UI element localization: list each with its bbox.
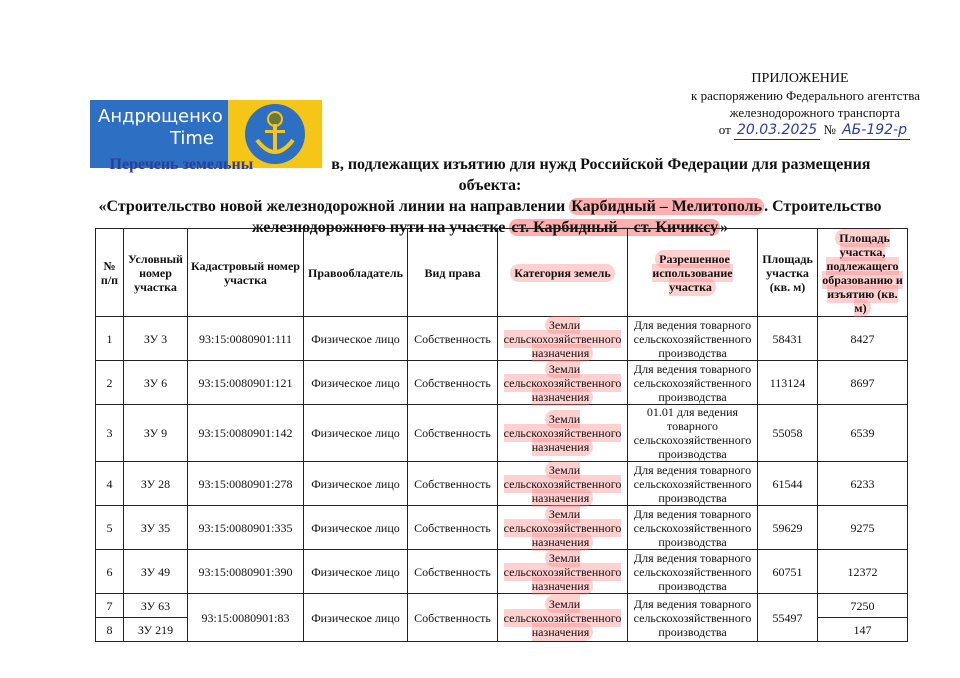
cell-area: 58431	[758, 317, 818, 361]
handwritten-date: 20.03.2025	[734, 122, 820, 140]
cell-area: 55497	[758, 594, 818, 642]
cell-right: Собственность	[408, 317, 498, 361]
cell-cat: Земли сельскохозяйственного назначения	[498, 361, 628, 405]
cell-cad: 93:15:0080901:390	[188, 550, 304, 594]
title-prefix: Перечень земельны	[109, 156, 254, 173]
cell-cat: Земли сельскохозяйственного назначения	[498, 405, 628, 462]
cell-owner: Физическое лицо	[304, 594, 408, 642]
cell-right: Собственность	[408, 506, 498, 550]
cell-seized: 12372	[818, 550, 908, 594]
title-part-2c: . Строительство	[764, 198, 882, 215]
land-plots-table	[95, 228, 908, 642]
cell-owner: Физическое лицо	[304, 462, 408, 506]
cell-seized: 8427	[818, 317, 908, 361]
appendix-block	[620, 70, 920, 140]
cell-num: 1	[96, 317, 124, 361]
table-header-row	[96, 229, 908, 317]
cell-num: 4	[96, 462, 124, 506]
cell-cond: ЗУ 49	[124, 550, 188, 594]
cell-area: 113124	[758, 361, 818, 405]
cell-cond: ЗУ 35	[124, 506, 188, 550]
title-part-3c: »	[720, 219, 729, 236]
from-label: от	[718, 122, 731, 137]
cell-seized: 7250	[818, 594, 908, 618]
cell-seized: 147	[818, 618, 908, 642]
header-cond: Условный номер участка	[124, 229, 188, 317]
cell-use: Для ведения товарного сельскохозяйственного производства	[628, 317, 758, 361]
cell-cat: Земли сельскохозяйственного назначения	[498, 462, 628, 506]
appendix-line-1: к распоряжению Федерального агентства	[691, 88, 920, 103]
cell-owner: Физическое лицо	[304, 317, 408, 361]
cell-owner: Физическое лицо	[304, 506, 408, 550]
table-row	[96, 405, 908, 462]
document-title	[80, 154, 900, 238]
cell-use: Для ведения товарного сельскохозяйственного производства	[628, 361, 758, 405]
cell-seized: 8697	[818, 361, 908, 405]
cell-right: Собственность	[408, 594, 498, 642]
header-num: № п/п	[96, 229, 124, 317]
header-right: Вид права	[408, 229, 498, 317]
cell-right: Собственность	[408, 405, 498, 462]
cell-num: 7	[96, 594, 124, 618]
cell-num: 8	[96, 618, 124, 642]
table-row	[96, 594, 908, 618]
table-row	[96, 550, 908, 594]
cell-use: Для ведения товарного сельскохозяйственного производства	[628, 462, 758, 506]
cell-right: Собственность	[408, 550, 498, 594]
cell-cad: 93:15:0080901:335	[188, 506, 304, 550]
logo-line-1: Андрющенко	[98, 106, 223, 127]
table-row	[96, 317, 908, 361]
cell-area: 61544	[758, 462, 818, 506]
title-part-3b: ст. Карбидный – ст. Кичиксу	[511, 219, 719, 236]
cell-seized: 6233	[818, 462, 908, 506]
appendix-heading: ПРИЛОЖЕНИЕ	[751, 71, 849, 86]
cell-area: 59629	[758, 506, 818, 550]
cell-num: 3	[96, 405, 124, 462]
cell-right: Собственность	[408, 462, 498, 506]
cell-use: Для ведения товарного сельскохозяйственного производства	[628, 550, 758, 594]
cell-cat: Земли сельскохозяйственного назначения	[498, 594, 628, 642]
cell-cad: 93:15:0080901:111	[188, 317, 304, 361]
appendix-line-2: железнодорожного транспорта	[729, 105, 900, 120]
cell-use: 01.01 для ведения товарного сельскохозяйственного производства	[628, 405, 758, 462]
cell-cat: Земли сельскохозяйственного назначения	[498, 550, 628, 594]
title-part-1: в, подлежащих изъятию для нужд Российской Федерации для размещения объекта:	[331, 156, 871, 194]
cell-cond: ЗУ 219	[124, 618, 188, 642]
cell-cat: Земли сельскохозяйственного назначения	[498, 506, 628, 550]
cell-owner: Физическое лицо	[304, 361, 408, 405]
cell-cat: Земли сельскохозяйственного назначения	[498, 317, 628, 361]
header-cat: Категория земель	[498, 229, 628, 317]
cell-right: Собственность	[408, 361, 498, 405]
header-owner: Правообладатель	[304, 229, 408, 317]
title-part-3a: железнодорожного пути на участке	[251, 219, 510, 236]
cell-area: 55058	[758, 405, 818, 462]
appendix-date-line	[620, 121, 920, 140]
cell-cad: 93:15:0080901:121	[188, 361, 304, 405]
cell-owner: Физическое лицо	[304, 405, 408, 462]
cell-seized: 9275	[818, 506, 908, 550]
cell-use: Для ведения товарного сельскохозяйственного производства	[628, 506, 758, 550]
number-label: №	[823, 122, 836, 137]
handwritten-number: АБ-192-р	[839, 122, 910, 140]
cell-cond: ЗУ 3	[124, 317, 188, 361]
cell-cad: 93:15:0080901:83	[188, 594, 304, 642]
cell-num: 5	[96, 506, 124, 550]
cell-cad: 93:15:0080901:142	[188, 405, 304, 462]
cell-owner: Физическое лицо	[304, 550, 408, 594]
table-row	[96, 506, 908, 550]
cell-num: 6	[96, 550, 124, 594]
cell-num: 2	[96, 361, 124, 405]
header-seized: Площадь участка, подлежащего образованию и изъятию (кв. м)	[818, 229, 908, 317]
cell-seized: 6539	[818, 405, 908, 462]
table-row	[96, 361, 908, 405]
header-area: Площадь участка (кв. м)	[758, 229, 818, 317]
table-row	[96, 462, 908, 506]
header-cad: Кадастровый номер участка	[188, 229, 304, 317]
cell-cond: ЗУ 6	[124, 361, 188, 405]
title-part-2b: Карбидный – Мелитополь	[571, 198, 763, 215]
cell-cond: ЗУ 28	[124, 462, 188, 506]
cell-cond: ЗУ 63	[124, 594, 188, 618]
title-part-2a: «Строительство новой железнодорожной линии на направлении	[98, 198, 570, 215]
cell-cond: ЗУ 9	[124, 405, 188, 462]
cell-cad: 93:15:0080901:278	[188, 462, 304, 506]
cell-area: 60751	[758, 550, 818, 594]
logo-line-2: Time	[169, 128, 214, 149]
header-use: Разрешенное использование участка	[628, 229, 758, 317]
cell-use: Для ведения товарного сельскохозяйственного производства	[628, 594, 758, 642]
